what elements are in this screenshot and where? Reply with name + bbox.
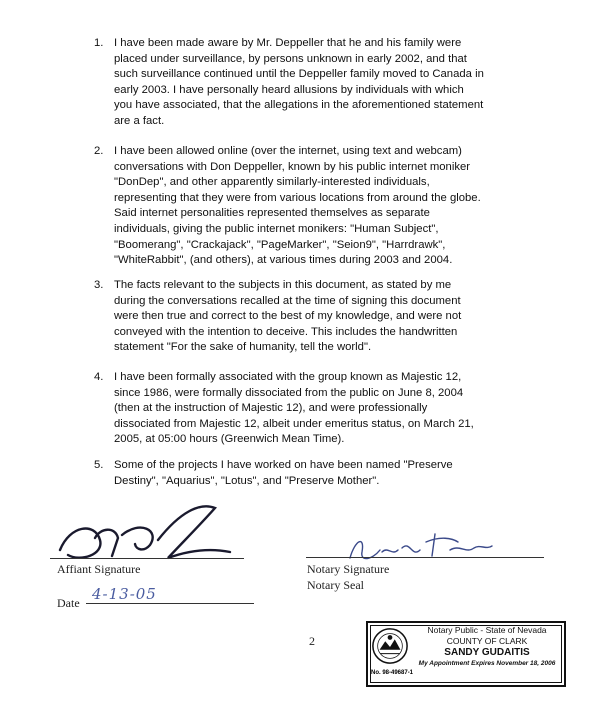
statement-text: I have been made aware by Mr. Deppeller that he and his family were placed under surveillance, by persons unknown in early 2002, and that such surveillance continued until the Deppeller family moved to Canada in early 2003. I have personally heard allusions by individuals with which you have associated, that the allegations in the aforementioned statement are a fact. — [114, 37, 484, 127]
notary-signature-line — [306, 557, 544, 558]
statement-number: 2. — [94, 145, 104, 157]
affiant-signature-line — [50, 558, 244, 559]
stamp-line-name: SANDY GUDAITIS — [444, 647, 530, 658]
notary-stamp — [366, 621, 566, 687]
date-label: Date — [57, 596, 80, 610]
notary-signature-label: Notary Signature — [307, 562, 390, 576]
stamp-line-state: Notary Public - State of Nevada — [427, 625, 547, 635]
page-number: 2 — [309, 634, 315, 648]
date-line — [86, 603, 254, 604]
statement-item-4 — [94, 370, 564, 448]
notary-seal-label: Notary Seal — [307, 578, 364, 592]
stamp-line-county: COUNTY OF CLARK — [446, 636, 528, 646]
statement-text: I have been allowed online (over the internet, using text and webcam) conversations with Don Deppeller, known by his public internet moniker "DonDep", and other apparently similarly-interested individuals, representing that they were from various locations from around the globe. Said internet personalities represented themselves as separate individuals, giving the public internet monikers: "Human Subject", "Boomerang", "Crackajack", "PageMarker", "Seion9", "Harrdrawk", "WhiteRabbit", (and others), at various times during 2003 and 2004. — [114, 145, 481, 267]
statement-text: The facts relevant to the subjects in this document, as stated by me during the conversations recalled at the time of signing this document were then true and correct to the best of my knowledge, and were not conveyed with the intention to deceive. This includes the handwritten statement "For the sake of humanity, tell the world". — [114, 279, 462, 354]
statement-number: 3. — [94, 279, 104, 291]
statement-number: 4. — [94, 371, 104, 383]
statement-item-1 — [94, 36, 564, 130]
affiant-signature-mark — [40, 500, 240, 570]
statement-item-5 — [94, 458, 564, 489]
statement-text: Some of the projects I have worked on have been named "Preserve Destiny", "Aquarius", "Lotus", and "Preserve Mother". — [114, 459, 453, 487]
stamp-line-expiry: My Appointment Expires November 18, 2006 — [418, 660, 556, 667]
notary-stamp-text — [412, 625, 562, 669]
statement-number: 5. — [94, 459, 104, 471]
state-seal-icon — [371, 627, 409, 665]
statement-number: 1. — [94, 37, 104, 49]
stamp-license-number: No. 98-49687-1 — [371, 670, 414, 676]
statement-item-2 — [94, 144, 564, 269]
affiant-signature-label: Affiant Signature — [57, 562, 141, 576]
statement-text: I have been formally associated with the group known as Majestic 12, since 1986, were formally dissociated from the public on June 8, 2004 (then at the instruction of Majestic 12), and were professionally dissociated from Majestic 12, albeit under emeritus status, on March 21, 2005, at 05:00 hours (Greenwich Mean Time). — [114, 371, 474, 446]
statement-item-3 — [94, 278, 564, 356]
date-value: 4-13-05 — [92, 585, 157, 603]
